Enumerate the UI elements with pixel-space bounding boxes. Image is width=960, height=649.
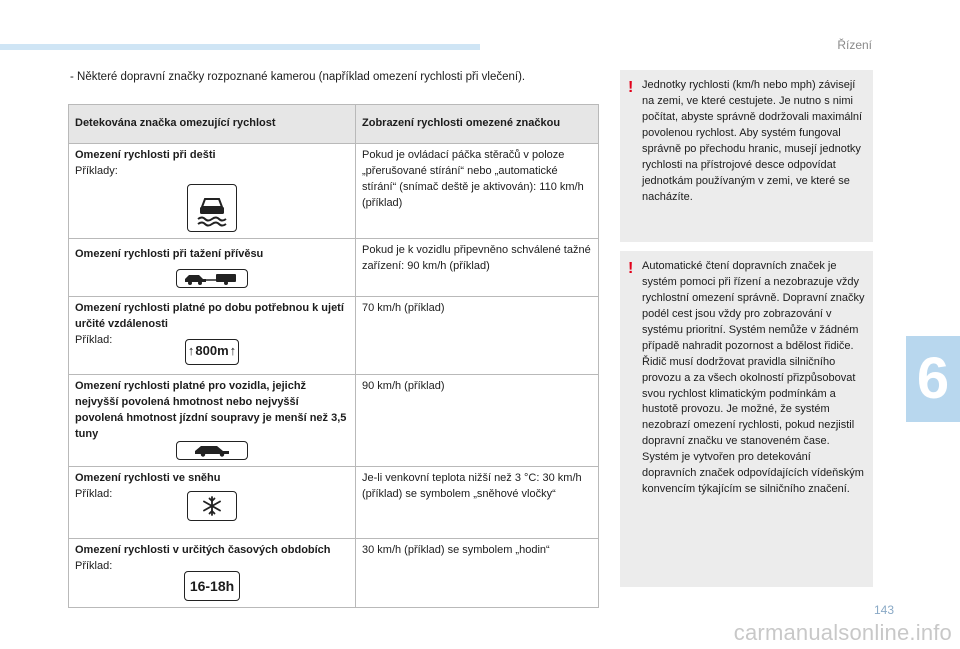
warning-note-system bbox=[620, 251, 873, 587]
arrow-up-icon: ↑ bbox=[187, 343, 195, 359]
row-title: Omezení rychlosti při tažení přívěsu bbox=[75, 247, 264, 260]
row-subtitle: Příklady: bbox=[75, 164, 118, 177]
column-header-displayed: Zobrazení rychlosti omezené značkou bbox=[356, 105, 599, 144]
table-row bbox=[69, 538, 599, 607]
warning-note-text: Jednotky rychlosti (km/h nebo mph) závisejí na zemi, ve které cestujete. Je nutno s nimi počítat, abyste správně dodržovali maximální povolenou rychlost. Aby systém fungoval správně po přechodu hranic, musejí jednotky rychlosti na přístrojové desce odpovídat jednotkám používaným v zemi, ve které se nacházíte. bbox=[642, 79, 863, 203]
rain-road-icon bbox=[187, 184, 237, 232]
table-cell-display: Pokud je k vozidlu připevněno schválené tažné zařízení: 90 km/h (příklad) bbox=[356, 238, 599, 296]
page-number: 143 bbox=[873, 603, 894, 617]
chapter-number: 6 bbox=[916, 346, 950, 411]
row-title: Omezení rychlosti platné pro vozidla, jejichž nejvyšší povolená hmotnost nebo nejvyšší povolená hmotnost jízdní soupravy je menší než 3,5 tuny bbox=[75, 379, 347, 440]
column-header-detected: Detekována značka omezující rychlost bbox=[69, 105, 356, 144]
car-trailer-icon bbox=[176, 269, 248, 288]
distance-sign-text: 800m bbox=[195, 343, 229, 359]
row-title: Omezení rychlosti při dešti bbox=[75, 149, 216, 161]
row-title: Omezení rychlosti ve sněhu bbox=[75, 471, 221, 484]
warning-icon: ! bbox=[628, 79, 634, 96]
table-row bbox=[69, 466, 599, 538]
table-header-row bbox=[69, 105, 599, 144]
car-icon bbox=[176, 441, 248, 460]
distance-sign-icon bbox=[185, 339, 239, 365]
warning-note-units bbox=[620, 70, 873, 242]
snowflake-icon bbox=[187, 491, 237, 521]
table-cell-sign bbox=[69, 144, 356, 239]
time-sign-icon: 16-18h bbox=[184, 571, 240, 601]
table-row bbox=[69, 374, 599, 466]
speed-limit-table bbox=[68, 104, 599, 608]
table-row bbox=[69, 296, 599, 374]
table-cell-display: 90 km/h (příklad) bbox=[356, 374, 599, 466]
row-subtitle: Příklad: bbox=[75, 559, 113, 572]
watermark: carmanualsonline.info bbox=[733, 620, 952, 645]
table-cell-sign bbox=[69, 538, 356, 607]
table-cell-display: Je-li venkovní teplota nižší než 3 °C: 30 km/h (příklad) se symbolem „sněhové vločky“ bbox=[356, 466, 599, 538]
warning-note-text: Automatické čtení dopravních značek je systém pomoci při řízení a nezobrazuje vždy rychlostní omezení správně. Dopravní značky podél cest jsou vždy pro zobrazování v systému prioritní. Systém nemůže v žádném případě nahradit pozornost a bdělost řidiče. Řidič musí dodržovat pravidla silničního provozu a za všech okolností přizpůsobovat svou rychlost klimatickým podmínkám a hustotě provozu. Je možné, že systém nezobrazí omezení rychlosti, pokud nezjistil dopravní značku ve stanoveném čase. Systém je vytvořen pro detekování dopravních značek odpovídajících vídeňským konvencím týkajícím se silničního značení. bbox=[642, 260, 865, 496]
row-subtitle: Příklad: bbox=[75, 487, 113, 500]
table-cell-display: 30 km/h (příklad) se symbolem „hodin“ bbox=[356, 538, 599, 607]
row-title: Omezení rychlosti v určitých časových obdobích bbox=[75, 543, 331, 556]
row-title: Omezení rychlosti platné po dobu potřebnou k ujetí určité vzdálenosti bbox=[75, 301, 344, 330]
warning-icon: ! bbox=[628, 260, 634, 277]
section-title: Řízení bbox=[837, 38, 872, 52]
table-row bbox=[69, 238, 599, 296]
intro-text: - Některé dopravní značky rozpoznané kamerou (například omezení rychlosti při vlečení). bbox=[70, 71, 526, 83]
header-accent-bar bbox=[0, 44, 480, 50]
table-cell-display: 70 km/h (příklad) bbox=[356, 296, 599, 374]
table-cell-sign bbox=[69, 296, 356, 374]
table-cell-sign bbox=[69, 374, 356, 466]
table-cell-sign bbox=[69, 466, 356, 538]
row-subtitle: Příklad: bbox=[75, 333, 113, 346]
arrow-up-icon: ↑ bbox=[229, 343, 237, 359]
table-cell-sign bbox=[69, 238, 356, 296]
table-row bbox=[69, 144, 599, 239]
table-cell-display: Pokud je ovládací páčka stěračů v poloze „přerušované stírání“ nebo „automatické stírání“ (snímač deště je aktivován): 110 km/h (příklad) bbox=[356, 144, 599, 239]
